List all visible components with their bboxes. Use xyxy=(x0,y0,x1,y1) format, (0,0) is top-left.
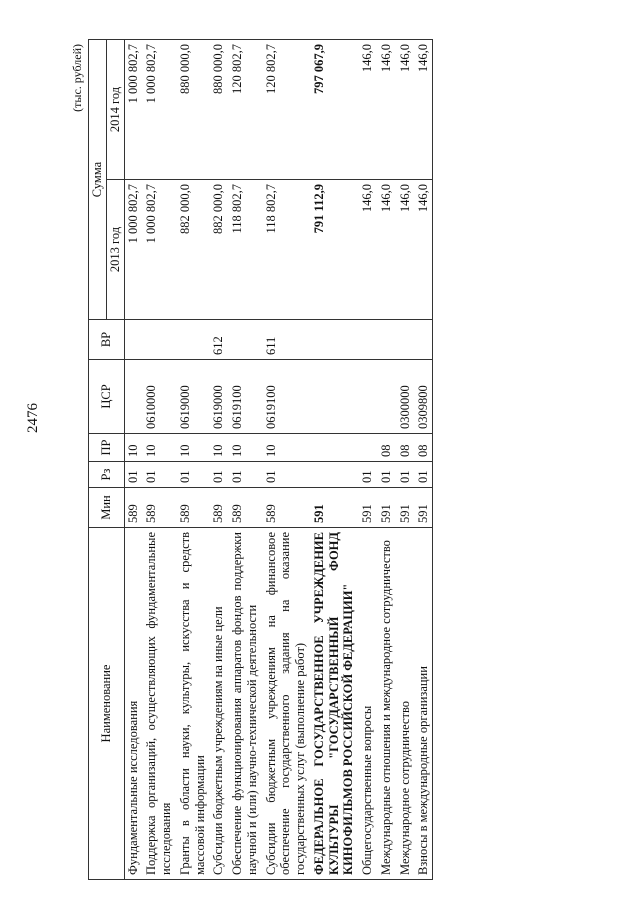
budget-table xyxy=(88,39,433,880)
cell-rz: 01 xyxy=(357,462,376,488)
cell-min: 589 xyxy=(124,488,141,528)
cell-2014: 146,0 xyxy=(413,40,432,180)
cell-name: Гранты в области науки, культуры, искусства и средств массовой информации xyxy=(175,528,209,880)
cell-rz xyxy=(309,462,357,488)
cell-rz: 01 xyxy=(141,462,175,488)
cell-vr xyxy=(357,320,376,360)
cell-vr xyxy=(376,320,395,360)
cell-csr xyxy=(357,360,376,434)
cell-2014: 146,0 xyxy=(376,40,395,180)
header-2014: 2014 год xyxy=(106,40,124,180)
cell-csr: 0619000 xyxy=(208,360,227,434)
cell-2014: 880 000,0 xyxy=(175,40,209,180)
cell-pr: 08 xyxy=(376,434,395,462)
table-row xyxy=(208,40,227,880)
cell-csr: 0619100 xyxy=(261,360,309,434)
cell-2014: 1 000 802,7 xyxy=(124,40,141,180)
cell-pr: 10 xyxy=(141,434,175,462)
cell-vr xyxy=(227,320,261,360)
cell-rz: 01 xyxy=(413,462,432,488)
cell-pr: 10 xyxy=(261,434,309,462)
cell-min: 589 xyxy=(141,488,175,528)
cell-vr: 611 xyxy=(261,320,309,360)
table-row xyxy=(413,40,432,880)
table-row xyxy=(175,40,209,880)
cell-2014: 880 000,0 xyxy=(208,40,227,180)
cell-pr xyxy=(309,434,357,462)
table-row xyxy=(261,40,309,880)
cell-2014: 146,0 xyxy=(395,40,414,180)
cell-csr: 0300000 xyxy=(395,360,414,434)
cell-name: Субсидии бюджетным учреждениям на финансовое обеспечение государственного задания на оказание государственных услуг (выполнение работ) xyxy=(261,528,309,880)
cell-min: 589 xyxy=(261,488,309,528)
cell-min: 591 xyxy=(309,488,357,528)
cell-2014: 797 067,9 xyxy=(309,40,357,180)
cell-name: Фундаментальные исследования xyxy=(124,528,141,880)
cell-name: Международное сотрудничество xyxy=(395,528,414,880)
page-number: 2476 xyxy=(25,403,41,433)
table-row xyxy=(376,40,395,880)
cell-pr: 08 xyxy=(413,434,432,462)
cell-min: 591 xyxy=(395,488,414,528)
table-row xyxy=(124,40,141,880)
cell-min: 589 xyxy=(175,488,209,528)
cell-2013: 146,0 xyxy=(357,180,376,320)
header-vr: ВР xyxy=(89,320,125,360)
cell-vr xyxy=(309,320,357,360)
cell-pr: 10 xyxy=(175,434,209,462)
header-rz: Рз xyxy=(89,462,125,488)
cell-2013: 146,0 xyxy=(413,180,432,320)
cell-csr: 0619000 xyxy=(175,360,209,434)
cell-rz: 01 xyxy=(395,462,414,488)
cell-min: 589 xyxy=(208,488,227,528)
header-2013: 2013 год xyxy=(106,180,124,320)
table-header xyxy=(89,40,125,880)
cell-2014: 120 802,7 xyxy=(227,40,261,180)
table-row xyxy=(141,40,175,880)
table-row xyxy=(395,40,414,880)
cell-2013: 118 802,7 xyxy=(227,180,261,320)
cell-rz: 01 xyxy=(208,462,227,488)
cell-vr xyxy=(413,320,432,360)
header-name: Наименование xyxy=(89,528,125,880)
cell-name: ФЕДЕРАЛЬНОЕ ГОСУДАРСТВЕННОЕ УЧРЕЖДЕНИЕ КУЛЬТУРЫ "ГОСУДАРСТВЕННЫЙ ФОНД КИНОФИЛЬМОВ РОССИЙСКОЙ ФЕДЕРАЦИИ" xyxy=(309,528,357,880)
cell-min: 591 xyxy=(357,488,376,528)
cell-2013: 146,0 xyxy=(376,180,395,320)
cell-csr: 0619100 xyxy=(227,360,261,434)
cell-pr xyxy=(357,434,376,462)
cell-csr: 0309800 xyxy=(413,360,432,434)
cell-2013: 146,0 xyxy=(395,180,414,320)
cell-csr: 0610000 xyxy=(141,360,175,434)
cell-name: Субсидии бюджетным учреждениям на иные цели xyxy=(208,528,227,880)
cell-2013: 882 000,0 xyxy=(175,180,209,320)
cell-rz: 01 xyxy=(261,462,309,488)
cell-pr: 10 xyxy=(208,434,227,462)
cell-pr: 08 xyxy=(395,434,414,462)
cell-2013: 118 802,7 xyxy=(261,180,309,320)
header-csr: ЦСР xyxy=(89,360,125,434)
units-label: (тыс. рублей) xyxy=(70,44,84,112)
cell-rz: 01 xyxy=(124,462,141,488)
cell-pr: 10 xyxy=(227,434,261,462)
header-pr: ПР xyxy=(89,434,125,462)
cell-min: 591 xyxy=(376,488,395,528)
table-row xyxy=(227,40,261,880)
cell-2014: 146,0 xyxy=(357,40,376,180)
cell-min: 589 xyxy=(227,488,261,528)
table-body xyxy=(124,40,433,880)
cell-2014: 1 000 802,7 xyxy=(141,40,175,180)
cell-csr xyxy=(124,360,141,434)
rotated-page-content xyxy=(70,40,590,880)
cell-name: Взносы в международные организации xyxy=(413,528,432,880)
cell-name: Поддержка организаций, осуществляющих фундаментальные исследования xyxy=(141,528,175,880)
cell-rz: 01 xyxy=(175,462,209,488)
table-row xyxy=(357,40,376,880)
cell-vr xyxy=(141,320,175,360)
cell-2013: 791 112,9 xyxy=(309,180,357,320)
cell-vr: 612 xyxy=(208,320,227,360)
header-min: Мин xyxy=(89,488,125,528)
cell-csr xyxy=(309,360,357,434)
cell-csr xyxy=(376,360,395,434)
cell-name: Международные отношения и международное сотрудничество xyxy=(376,528,395,880)
cell-name: Общегосударственные вопросы xyxy=(357,528,376,880)
cell-vr xyxy=(175,320,209,360)
cell-min: 591 xyxy=(413,488,432,528)
cell-2013: 1 000 802,7 xyxy=(141,180,175,320)
cell-vr xyxy=(124,320,141,360)
cell-rz: 01 xyxy=(227,462,261,488)
cell-vr xyxy=(395,320,414,360)
cell-2013: 882 000,0 xyxy=(208,180,227,320)
cell-pr: 10 xyxy=(124,434,141,462)
cell-name: Обеспечение функционирования аппаратов фондов поддержки научной и (или) научно-технической деятельности xyxy=(227,528,261,880)
table-row xyxy=(309,40,357,880)
header-sum: Сумма xyxy=(89,40,107,320)
cell-2014: 120 802,7 xyxy=(261,40,309,180)
cell-2013: 1 000 802,7 xyxy=(124,180,141,320)
cell-rz: 01 xyxy=(376,462,395,488)
